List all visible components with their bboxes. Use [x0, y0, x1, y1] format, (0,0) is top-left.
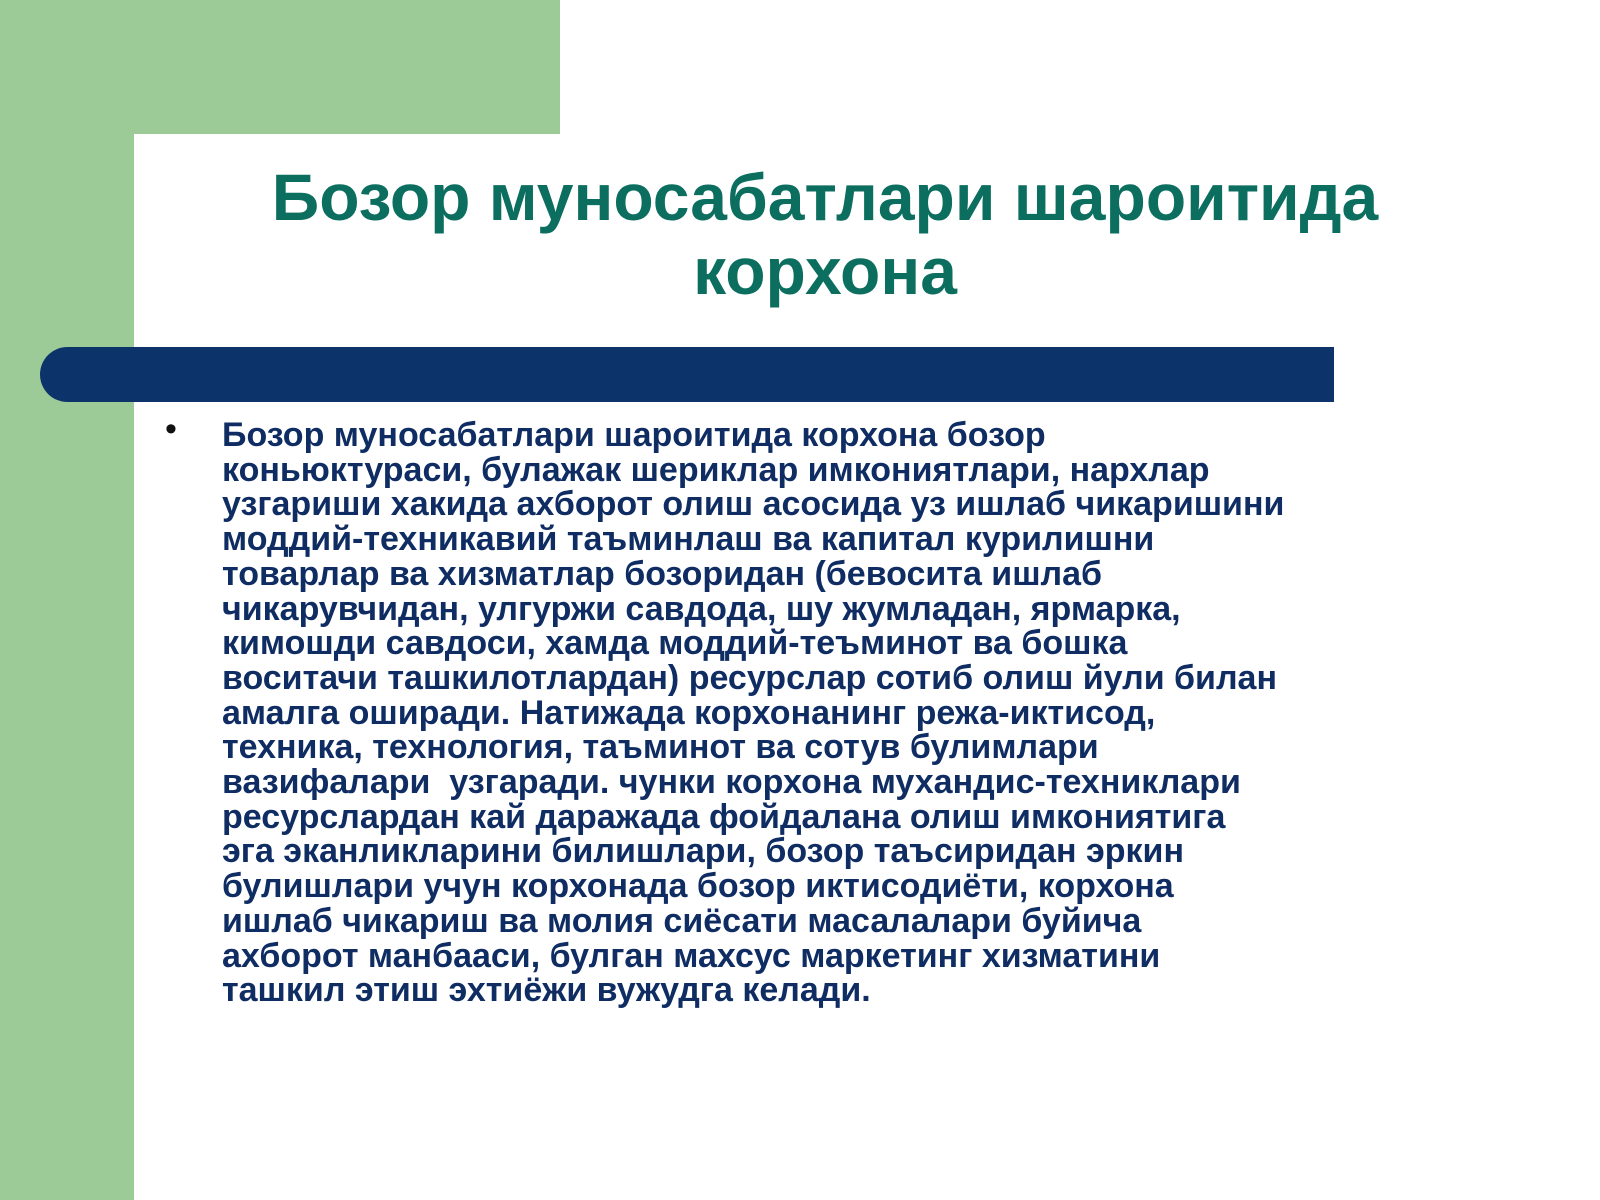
body-line: вазифалари узгаради. чунки корхона мухандис-техниклари [222, 763, 1241, 802]
body-line: воситачи ташкилотлардан) ресурслар сотиб олиш йули билан [222, 658, 1277, 697]
body-line: булишлари учун корхонада бозор иктисодиёти, корхона [222, 867, 1174, 906]
body-line: ахборот манбааси, булган махсус маркетинг хизматини [222, 936, 1161, 975]
green-accent-left [0, 0, 134, 1200]
body-line: ташкил этиш эхтиёжи вужудга келади. [222, 971, 871, 1010]
body-paragraph [222, 418, 1522, 1008]
body-line: амалга оширади. Натижада корхонанинг режа-иктисод, [222, 693, 1156, 732]
body-line: ишлаб чикариш ва молия сиёсати масалалари буйича [222, 901, 1142, 940]
body-line: кимошди савдоси, хамда моддий-теъминот ва бошка [222, 624, 1128, 663]
body-line: техника, технология, таъминот ва сотув булимлари [222, 728, 1099, 767]
bullet-icon: • [165, 410, 177, 448]
body-line: ресурслардан кай даражада фойдалана олиш имкониятига [222, 797, 1226, 836]
body-line: коньюктураси, булажак шериклар имкониятлари, нархлар [222, 450, 1210, 489]
body-line: Бозор муносабатлари шароитида корхона бозор [222, 416, 1046, 454]
body-line: узгариши хакида ахборот олиш асосида уз ишлаб чикаришини [222, 485, 1285, 524]
body-line: моддий-техникавий таъминлаш ва капитал курилишни [222, 520, 1155, 559]
slide-title [150, 160, 1500, 308]
body-line: товарлар ва хизматлар бозоридан (бевосита ишлаб [222, 554, 1103, 593]
body-line: чикарувчидан, улгуржи савдода, шу жумладан, ярмарка, [222, 589, 1181, 628]
title-line-2: корхона [693, 234, 957, 308]
title-divider-bar [40, 347, 1334, 402]
body-line: эга эканликларини билишлари, бозор таъсиридан эркин [222, 832, 1184, 871]
title-line-1: Бозор муносабатлари шароитида [271, 160, 1379, 234]
